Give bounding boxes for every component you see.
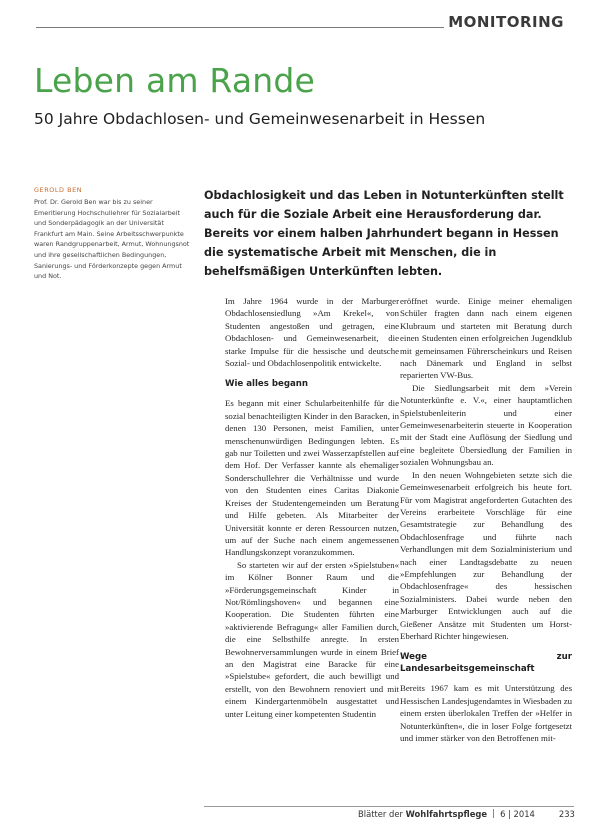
lead-text: Obdachlosigkeit und das Leben in Notunterkünften stellt auch für die Soziale Arbeit eine Herausforderung dar. Bereits vor einem halben Jahrhundert begann in Hessen die systematische Arbeit mit Menschen, die in behelfsmäßigen Unterkünften lebten. [204, 189, 564, 279]
author-sidebar [34, 186, 194, 282]
rubric-label: MONITORING [448, 13, 564, 31]
footer-divider [493, 809, 494, 818]
journal-name-bold: Wohlfahrtspflege [405, 809, 488, 819]
article-lead [204, 186, 574, 281]
section-heading: Wege zur Landesarbeitsgemeinschaft [400, 652, 572, 675]
footer-rule [204, 806, 574, 807]
journal-name-prefix: Blätter der [358, 809, 406, 819]
author-bio: Prof. Dr. Gerold Ben war bis zu seiner Emeritierung Hochschullehrer für Sozialarbeit und Sonderpädagogik an der Universität Frankfurt am Main. Seine Arbeitsschwerpunkte waren Randgruppenarbeit, Armut, Wohnungsnot und ihre gesellschaftlichen Bedingungen, Sanierungs- und Förderkonzepte gegen Armut und Not. [34, 198, 190, 281]
article-title: Leben am Rande [34, 61, 316, 100]
body-paragraph: Es begann mit einer Schularbeitenhilfe für die sozial benachteiligten Kinder in den Baracken, in denen 130 Personen, meist Familien, unter menschenunwürdigen Bedingungen lebten. Es gab nur Toiletten und zwei Wasserzapfstellen auf dem Hof. Der Verfasser kannte als ehemaliger Sonderschullehrer die Verhältnisse und wurde von den Studenten eines Caritas Diakonie Kreises der Studentengemeinden um Beratung und Hilfe gebeten. Als Mitarbeiter der Universität konnte er deren Ressourcen nutzen, um auf der Suche nach einem angemessenen Handlungskonzept voranzukommen. [225, 398, 399, 558]
page-footer [358, 809, 575, 819]
body-column-left [225, 295, 399, 720]
rubric-rule [36, 27, 444, 28]
body-paragraph: In den neuen Wohngebieten setzte sich die Gemeinwesenarbeit erfolgreich bis heute fort. Für vom Magistrat angeforderten Gutachten des Vereins erarbeitete Vorschläge für eine Gesamtstrategie zur Behandlung des Obdachlosenfrage und führte nach Verhandlungen mit dem Sozialministerium und nach einer Landtagsdebatte zu neuen »Empfehlungen zur Behandlung der Obdachlosenfrage« des hessischen Sozialministers. Dabei wurde neben den Marburger Entwicklungen auch auf die Gießener Ansätze mit Studenten um Horst-Eberhard Richter hingewiesen. [400, 469, 572, 641]
body-paragraph: Im Jahre 1964 wurde in der Marburger Obdachlosensiedlung »Am Krekel«, von Studenten angestoßen und getragen, eine Obdachlosen- und Gemeinwesenarbeit, die starke Impulse für die hessische und deutsche Sozial- und Obdachlosenpolitik entwickelte. [225, 296, 399, 369]
section-heading: Wie alles begann [225, 379, 309, 390]
issue-number: 6 | 2014 [500, 809, 535, 819]
author-name: GEROLD BEN [34, 186, 83, 194]
body-column-right [400, 295, 572, 744]
body-paragraph: So starteten wir auf der ersten »Spielstuben« im Kölner Bonner Raum und die »Förderungsgemeinschaft Kinder in Not/Römlingshoven« und begannen eine Kooperation. Die Studenten führten eine »aktivierende Befragung« aller Familien durch, die eine Selbsthilfe anregte. In ersten Bewohnerversammlungen wurde in einem Brief an den Magistrat eine Baracke für eine »Spielstube« gefordert, die auch bewilligt und erstellt, von den Bewohnern renoviert und mit einem Kindergartenmöbeln ausgestattet und unter Leitung einer kompetenten Studentin [225, 559, 399, 719]
body-paragraph: eröffnet wurde. Einige meiner ehemaligen Schüler fragten dann nach einem eigenen Klubraum und starteten mit Beratung durch einen Studenten einen erfolgreichen Jugendklub mit gemeinsamen Führerscheinkurs und Reisen nach Dänemark und England in selbst reparierten VW-Bus. [400, 296, 572, 381]
article-subtitle: 50 Jahre Obdachlosen- und Gemeinwesenarbeit in Hessen [34, 110, 486, 128]
page-number: 233 [558, 809, 575, 819]
body-paragraph: Bereits 1967 kam es mit Unterstützung des Hessischen Landesjugendamtes in Wiesbaden zu einem ersten überlokalen Treffen der »Helfer in Notunterkünften«, die in loser Folge fortgesetzt und immer stärker von den Betroffenen mit- [400, 683, 572, 743]
body-paragraph: Die Siedlungsarbeit mit dem »Verein Notunterkünfte e. V.«, einer hauptamtlichen Spielstubenleiterin und einer Gemeinwesenarbeiterin steuerte in Kooperation mit der Stadt eine Auflösung der Siedlung und eine begleitete Übersiedlung der Familien in sozialen Wohnungsbau an. [400, 382, 572, 468]
